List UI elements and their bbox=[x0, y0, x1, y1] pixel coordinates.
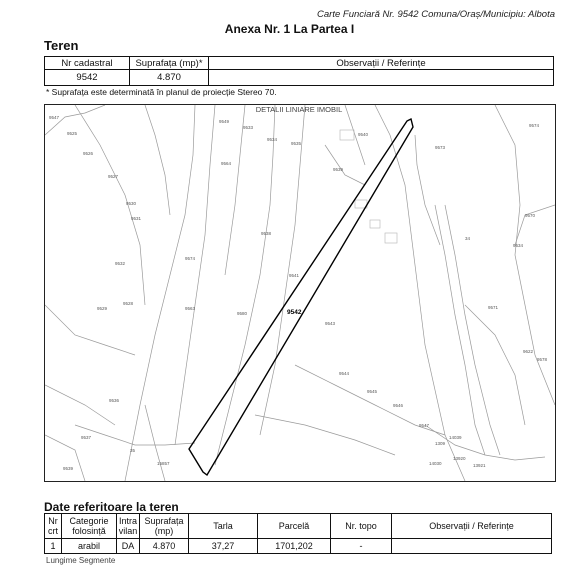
map-parcel-label: 1309 bbox=[435, 441, 446, 446]
map-parcel-label: 9539 bbox=[63, 466, 74, 471]
map-parcel-label: 9537 bbox=[81, 435, 92, 440]
map-parcel-label: 9536 bbox=[109, 398, 120, 403]
map-parcel-label: 9525 bbox=[67, 131, 78, 136]
cell-tarla: 37,27 bbox=[189, 539, 258, 554]
map-drawing bbox=[45, 105, 555, 481]
map-parcel-label: 9526 bbox=[83, 151, 94, 156]
cell-observatii bbox=[209, 70, 554, 86]
parcel-9542-outline bbox=[189, 119, 413, 475]
date-referitoare-table bbox=[44, 513, 552, 554]
col-nr-crt: Nr crt bbox=[45, 514, 62, 539]
map-parcel-label: 9539 bbox=[333, 167, 344, 172]
map-parcel-label: 9564 bbox=[221, 161, 232, 166]
cell-nr-crt: 1 bbox=[45, 539, 62, 554]
map-parcel-label: 9534 bbox=[267, 137, 278, 142]
map-parcel-label: 9543 bbox=[325, 321, 336, 326]
map-parcel-label: 9528 bbox=[123, 301, 134, 306]
cell-nr-topo: - bbox=[331, 539, 392, 554]
map-parcel-label: 9578 bbox=[537, 357, 548, 362]
map-parcel-label: 14030 bbox=[429, 461, 442, 466]
map-parcel-label: 9541 bbox=[289, 273, 300, 278]
map-parcel-label: 9580 bbox=[237, 311, 248, 316]
table-row bbox=[45, 70, 554, 86]
map-parcel-label: 9570 bbox=[525, 213, 536, 218]
map-parcel-label: 9547 bbox=[49, 115, 60, 120]
map-parcel-label: 9574 bbox=[185, 256, 196, 261]
col-observatii: Observații / Referințe bbox=[392, 514, 552, 539]
map-parcel-label: 34 bbox=[465, 236, 471, 241]
map-parcel-label: 9546 bbox=[393, 403, 404, 408]
parcel-label: 9542 bbox=[287, 309, 302, 316]
map-labels bbox=[49, 115, 548, 471]
surface-note: * Suprafața este determinată în planul de proiecție Stereo 70. bbox=[46, 87, 277, 97]
map-parcel-label: 35 bbox=[130, 448, 136, 453]
col-observatii: Observații / Referințe bbox=[209, 57, 554, 70]
map-parcel-label: 9547 bbox=[419, 423, 430, 428]
map-parcel-label: 9533 bbox=[243, 125, 254, 130]
cell-nr-cadastral: 9542 bbox=[45, 70, 130, 86]
map-parcel-label: 13920 bbox=[453, 456, 466, 461]
map-title: DETALII LINIARE IMOBIL bbox=[255, 105, 343, 114]
cell-parcela: 1701,202 bbox=[258, 539, 331, 554]
map-parcel-label: 14039 bbox=[449, 435, 462, 440]
map-parcel-label: 9540 bbox=[358, 132, 369, 137]
buildings bbox=[340, 130, 397, 243]
cadastral-map bbox=[44, 104, 556, 482]
map-parcel-label: 9527 bbox=[108, 174, 119, 179]
cell-suprafata: 4.870 bbox=[140, 539, 189, 554]
table-row bbox=[45, 539, 552, 554]
parcel-boundaries bbox=[45, 105, 555, 481]
map-parcel-label: 9531 bbox=[131, 216, 142, 221]
table-header-row bbox=[45, 514, 552, 539]
col-nr-topo: Nr. topo bbox=[331, 514, 392, 539]
map-parcel-label: 9544 bbox=[339, 371, 350, 376]
cell-observatii bbox=[392, 539, 552, 554]
col-suprafata: Suprafața (mp)* bbox=[130, 57, 209, 70]
table-header-row bbox=[45, 57, 554, 70]
map-parcel-label: 9532 bbox=[115, 261, 126, 266]
map-parcel-label: 9622 bbox=[523, 349, 534, 354]
map-parcel-label: 13921 bbox=[473, 463, 486, 468]
map-parcel-label: 9549 bbox=[219, 119, 230, 124]
document-reference: Carte Funciară Nr. 9542 Comuna/Oraș/Municipiu: Albota bbox=[317, 9, 555, 20]
section-title-date-referitoare: Date referitoare la teren bbox=[44, 500, 179, 514]
col-parcela: Parcelă bbox=[258, 514, 331, 539]
map-parcel-label: 9529 bbox=[97, 306, 108, 311]
cell-suprafata: 4.870 bbox=[130, 70, 209, 86]
map-parcel-label: 9571 bbox=[488, 305, 499, 310]
col-intravilan: Intra vilan bbox=[117, 514, 140, 539]
col-nr-cadastral: Nr cadastral bbox=[45, 57, 130, 70]
map-parcel-label: 9545 bbox=[367, 389, 378, 394]
col-categorie: Categorie folosință bbox=[62, 514, 117, 539]
map-parcel-label: 9538 bbox=[261, 231, 272, 236]
map-parcel-label: 9574 bbox=[529, 123, 540, 128]
map-parcel-label: 9634 bbox=[513, 243, 524, 248]
cell-intravilan: DA bbox=[117, 539, 140, 554]
map-parcel-label: 9573 bbox=[435, 145, 446, 150]
cell-categorie: arabil bbox=[62, 539, 117, 554]
map-parcel-label: 9530 bbox=[126, 201, 137, 206]
col-tarla: Tarla bbox=[189, 514, 258, 539]
section-title-teren: Teren bbox=[44, 38, 79, 53]
teren-table bbox=[44, 56, 554, 86]
map-parcel-label: 9535 bbox=[291, 141, 302, 146]
map-parcel-label: 9563 bbox=[185, 306, 196, 311]
next-section-title-cut: Lungime Segmente bbox=[46, 556, 116, 565]
col-suprafata: Suprafața (mp) bbox=[140, 514, 189, 539]
map-parcel-label: 15857 bbox=[157, 461, 170, 466]
document-title: Anexa Nr. 1 La Partea I bbox=[224, 22, 355, 36]
